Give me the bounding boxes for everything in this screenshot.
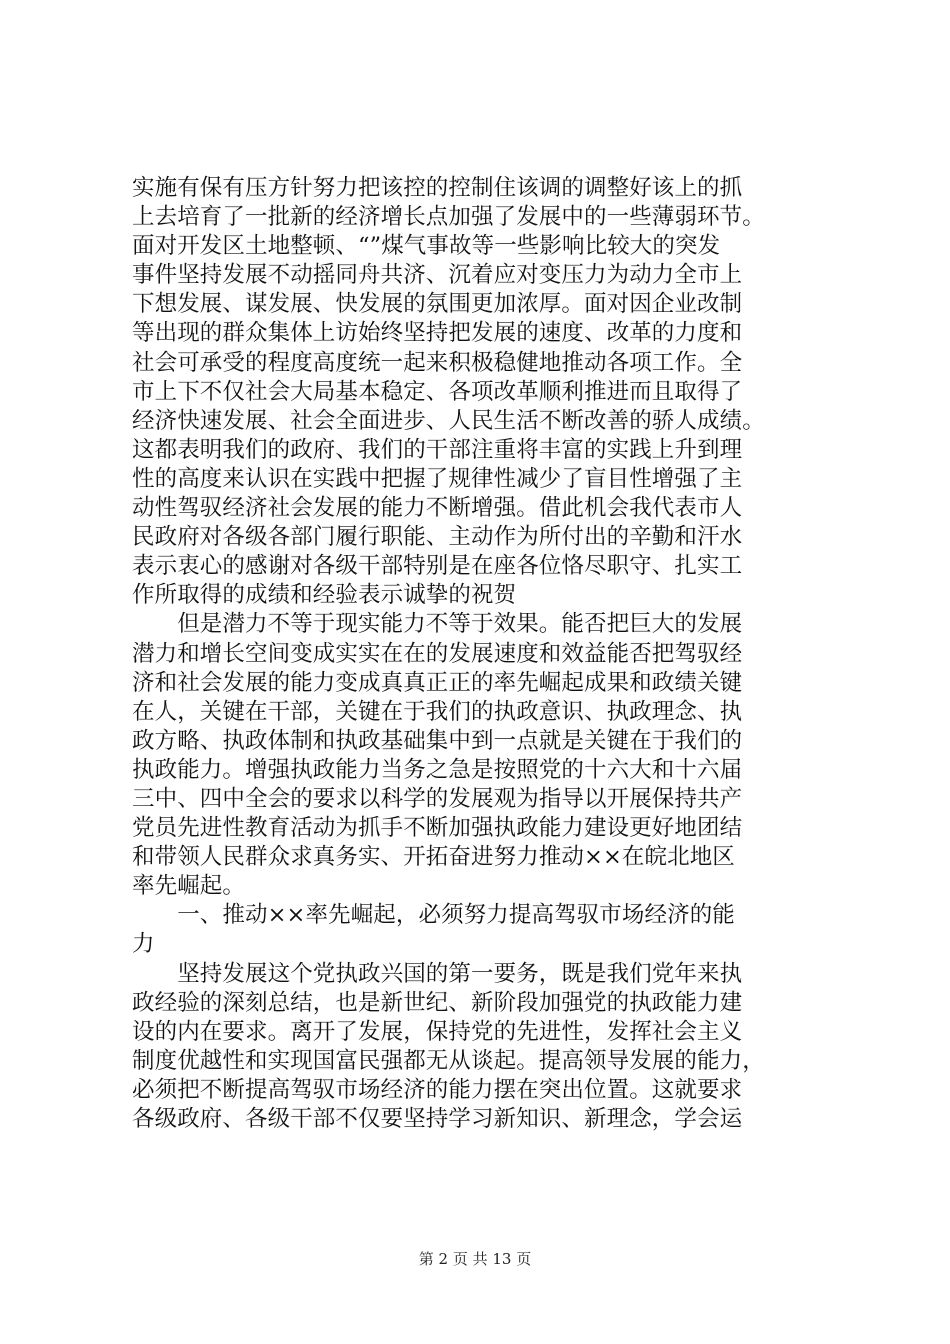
text-line: 等出现的群众集体上访始终坚持把发展的速度、改革的力度和 (132, 320, 743, 347)
text-line: 一、推动××率先崛起，必须努力提高驾驭市场经济的能 (132, 902, 735, 929)
text-line: 民政府对各级各部门履行职能、主动作为所付出的辛勤和汗水 (132, 524, 743, 551)
text-line: 三中、四中全会的要求以科学的发展观为指导以开展保持共产 (132, 785, 743, 812)
text-line: 下想发展、谋发展、快发展的氛围更加浓厚。面对因企业改制 (132, 291, 743, 318)
text-line: 在人，关键在干部，关键在于我们的执政意识、执政理念、执 (132, 698, 743, 725)
text-line: 政经验的深刻总结，也是新世纪、新阶段加强党的执政能力建 (132, 989, 743, 1016)
text-line: 面对开发区土地整顿、“”煤气事故等一些影响比较大的突发 (132, 233, 721, 260)
text-line: 和带领人民群众求真务实、开拓奋进努力推动××在皖北地区 (132, 844, 735, 871)
text-line: 作所取得的成绩和经验表示诚挚的祝贺 (132, 582, 517, 609)
text-line: 坚持发展这个党执政兴国的第一要务，既是我们党年来执 (132, 960, 743, 987)
page-footer: 第 2 页 共 13 页 (418, 1250, 532, 1268)
text-line: 力 (132, 931, 155, 958)
text-line: 性的高度来认识在实践中把握了规律性减少了盲目性增强了主 (132, 465, 743, 492)
text-line: 上去培育了一批新的经济增长点加强了发展中的一些薄弱环节。 (132, 204, 765, 231)
text-line: 率先崛起。 (132, 873, 246, 900)
body-text (132, 174, 832, 1134)
text-line: 经济快速发展、社会全面进步、人民生活不断改善的骄人成绩。 (132, 407, 765, 434)
text-line: 各级政府、各级干部不仅要坚持学习新知识、新理念，学会运 (132, 1106, 743, 1132)
text-line: 社会可承受的程度高度统一起来积极稳健地推动各项工作。全 (132, 349, 743, 376)
text-line: 制度优越性和实现国富民强都无从谈起。提高领导发展的能力， (132, 1047, 765, 1074)
text-line: 实施有保有压方针努力把该控的控制住该调的调整好该上的抓 (132, 175, 743, 201)
text-line: 潜力和增长空间变成实实在在的发展速度和效益能否把驾驭经 (132, 640, 743, 667)
text-line: 济和社会发展的能力变成真真正正的率先崛起成果和政绩关键 (132, 669, 743, 696)
text-line: 设的内在要求。离开了发展，保持党的先进性，发挥社会主义 (132, 1018, 743, 1045)
text-line: 这都表明我们的政府、我们的干部注重将丰富的实践上升到理 (132, 436, 743, 463)
text-line: 动性驾驭经济社会发展的能力不断增强。借此机会我代表市人 (132, 495, 743, 522)
text-line: 表示衷心的感谢对各级干部特别是在座各位恪尽职守、扎实工 (132, 553, 743, 580)
text-line: 事件坚持发展不动摇同舟共济、沉着应对变压力为动力全市上 (132, 262, 743, 289)
text-line: 市上下不仅社会大局基本稳定、各项改革顺利推进而且取得了 (132, 378, 743, 405)
text-line: 党员先进性教育活动为抓手不断加强执政能力建设更好地团结 (132, 815, 743, 842)
text-line: 执政能力。增强执政能力当务之急是按照党的十六大和十六届 (132, 756, 743, 783)
text-line: 但是潜力不等于现实能力不等于效果。能否把巨大的发展 (132, 611, 743, 638)
text-line: 政方略、执政体制和执政基础集中到一点就是关键在于我们的 (132, 727, 743, 754)
text-line: 必须把不断提高驾驭市场经济的能力摆在突出位置。这就要求 (132, 1076, 743, 1103)
